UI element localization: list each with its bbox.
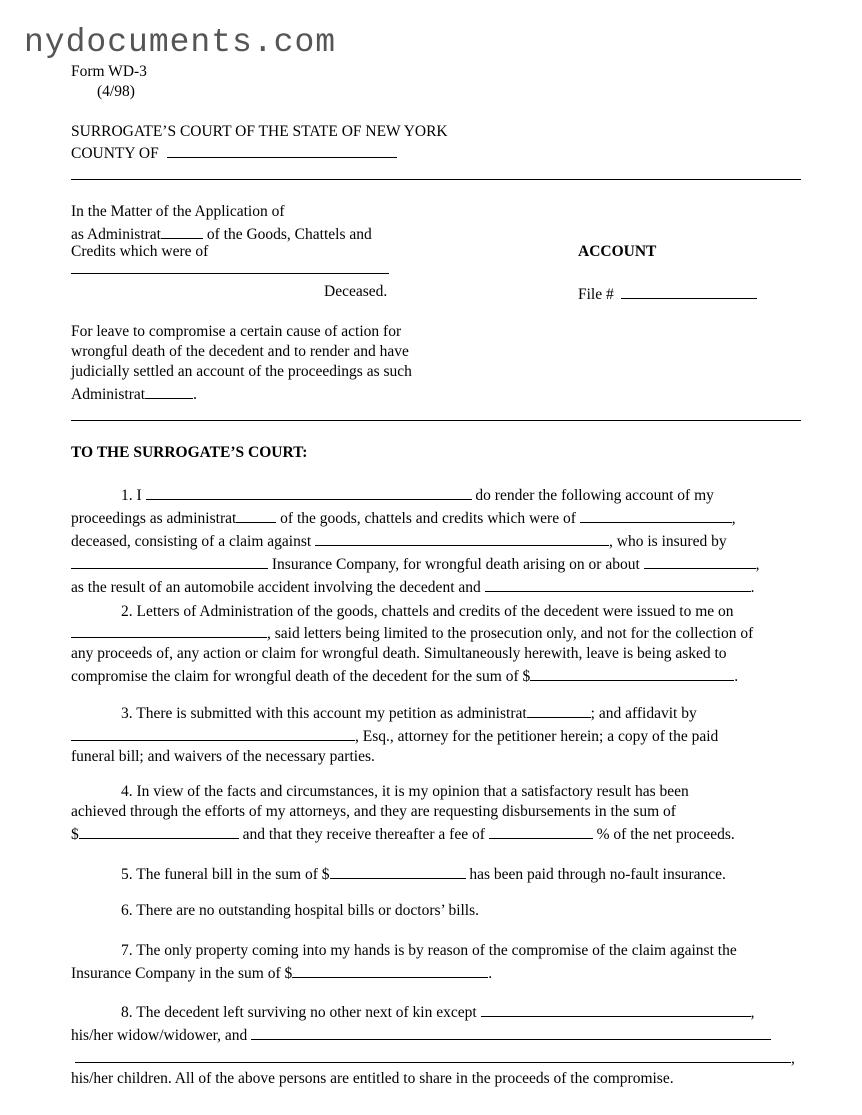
item-4-text-d: and that they receive thereafter a fee of xyxy=(242,826,485,843)
item-2-text-b: , said letters being limited to the prosecution only, and not for the collection of xyxy=(267,625,754,642)
item-4-text-b: achieved through the efforts of my attorneys, and they are requesting disbursements in the sum of xyxy=(71,803,676,820)
item-4-text-e: % of the net proceeds. xyxy=(596,826,735,843)
administrat-suffix-blank-2[interactable] xyxy=(145,382,193,399)
accident-party-blank[interactable] xyxy=(485,575,751,592)
claim-against-blank[interactable] xyxy=(315,529,609,546)
petitioner-name-blank[interactable] xyxy=(146,483,472,500)
deceased-label: Deceased. xyxy=(324,283,388,300)
form-id: Form WD-3 xyxy=(71,63,147,80)
period-3: . xyxy=(734,668,739,685)
period: . xyxy=(193,386,197,403)
item-2-text-d: compromise the claim for wrongful death of the decedent for the sum of $ xyxy=(71,668,531,685)
item-6 xyxy=(71,901,801,921)
caption-administrat: as Administrat xyxy=(71,226,161,243)
item-2 xyxy=(71,602,801,687)
administrat-suffix-blank-3[interactable] xyxy=(236,506,276,523)
compromise-sum-blank[interactable] xyxy=(530,664,734,681)
item-3 xyxy=(71,702,801,767)
item-3-text-b: ; and affidavit by xyxy=(590,705,697,722)
comma-2: , xyxy=(755,556,760,573)
comma: , xyxy=(731,510,736,527)
item-6-text-a: 6. There are no outstanding hospital bills or doctors’ bills. xyxy=(121,902,480,919)
court-name: SURROGATE’S COURT OF THE STATE OF NEW YORK xyxy=(71,123,448,140)
file-number-blank[interactable] xyxy=(621,282,757,299)
fee-percent-blank[interactable] xyxy=(489,822,593,839)
caption-purpose-1: For leave to compromise a certain cause of action for xyxy=(71,323,402,340)
item-3-text-d: funeral bill; and waivers of the necessary parties. xyxy=(71,748,375,765)
attorney-name-blank[interactable] xyxy=(71,724,355,741)
item-1-text-b: do render the following account of my xyxy=(475,487,714,504)
item-1-text-g: , who is insured by xyxy=(609,533,727,550)
widow-widower-blank[interactable] xyxy=(251,1023,771,1040)
item-4-text-a: 4. In view of the facts and circumstances, it is my opinion that a satisfactory result has been xyxy=(121,783,689,800)
caption-purpose-2: wrongful death of the decedent and to render and have xyxy=(71,343,409,360)
item-1-text-c: proceedings as administrat xyxy=(71,510,237,527)
item-4 xyxy=(71,782,801,845)
file-number-line xyxy=(578,282,757,305)
funeral-bill-blank[interactable] xyxy=(330,862,466,879)
date-of-death-blank[interactable] xyxy=(644,552,756,569)
comma-3: , xyxy=(750,1004,755,1021)
item-1 xyxy=(71,483,801,598)
caption-purpose-3: judicially settled an account of the proceedings as such xyxy=(71,363,412,380)
item-2-text-a: 2. Letters of Administration of the goods, chattels and credits of the decedent were issued to me on xyxy=(121,603,734,620)
property-sum-blank[interactable] xyxy=(292,961,488,978)
item-1-text-h: Insurance Company, for wrongful death arising on or about xyxy=(271,556,640,573)
caption-line-1: In the Matter of the Application of xyxy=(71,203,285,220)
decedent-name-blank[interactable] xyxy=(71,257,389,280)
item-3-text-c: , Esq., attorney for the petitioner herein; a copy of the paid xyxy=(355,728,719,745)
item-1-text: 1. I xyxy=(121,487,142,504)
caption-administrat-2: Administrat xyxy=(71,386,146,403)
heading: TO THE SURROGATE’S COURT: xyxy=(71,444,308,461)
item-1-text-j: as the result of an automobile accident involving the decedent and xyxy=(71,579,481,596)
administrat-suffix-blank-4[interactable] xyxy=(527,702,591,718)
comma-4: , xyxy=(791,1050,795,1067)
period-2: . xyxy=(750,579,755,596)
item-7-text-a: 7. The only property coming into my hands is by reason of the compromise of the claim against the xyxy=(121,942,737,959)
caption-purpose-4 xyxy=(71,382,197,405)
watermark: nydocuments.com xyxy=(24,24,337,61)
item-5 xyxy=(71,862,801,885)
form-date: (4/98) xyxy=(97,83,135,100)
item-1-text-d: of the goods, chattels and credits which were of xyxy=(280,510,576,527)
item-8 xyxy=(71,1001,801,1089)
period-4: . xyxy=(488,965,493,982)
item-2-text-c: any proceeds of, any action or claim for wrongful death. Simultaneously herewith, leave is being asked to xyxy=(71,645,727,662)
children-blank[interactable] xyxy=(75,1046,791,1063)
dollar-sign: $ xyxy=(71,826,79,843)
letters-date-blank[interactable] xyxy=(71,622,267,638)
disbursements-blank[interactable] xyxy=(79,822,239,839)
item-1-text-f: deceased, consisting of a claim against xyxy=(71,533,312,550)
county-blank[interactable] xyxy=(167,142,397,158)
item-7-text-b: Insurance Company in the sum of $ xyxy=(71,965,293,982)
file-label: File # xyxy=(578,286,614,303)
account-title: ACCOUNT xyxy=(578,243,657,260)
caption-bottom-rule xyxy=(71,420,801,421)
item-5-text-b: has been paid through no-fault insurance. xyxy=(469,866,726,883)
item-8-text-c: his/her widow/widower, and xyxy=(71,1027,248,1044)
item-5-text-a: 5. The funeral bill in the sum of $ xyxy=(121,866,330,883)
item-7 xyxy=(71,941,801,984)
item-8-text-e: his/her children. All of the above persons are entitled to share in the proceeds of the compromise. xyxy=(71,1070,674,1087)
caption-goods: of the Goods, Chattels and xyxy=(206,226,372,243)
next-of-kin-blank[interactable] xyxy=(481,1001,751,1017)
caption-top-rule xyxy=(71,179,801,180)
decedent-blank[interactable] xyxy=(580,506,732,523)
county-line xyxy=(71,142,397,164)
insurance-company-blank[interactable] xyxy=(71,552,268,569)
administrat-suffix-blank[interactable] xyxy=(161,222,203,239)
county-label: COUNTY OF xyxy=(71,145,159,162)
item-3-text-a: 3. There is submitted with this account my petition as administrat xyxy=(121,705,527,722)
item-8-text-a: 8. The decedent left surviving no other next of kin except xyxy=(121,1004,477,1021)
caption-line-3: Credits which were of xyxy=(71,243,209,260)
